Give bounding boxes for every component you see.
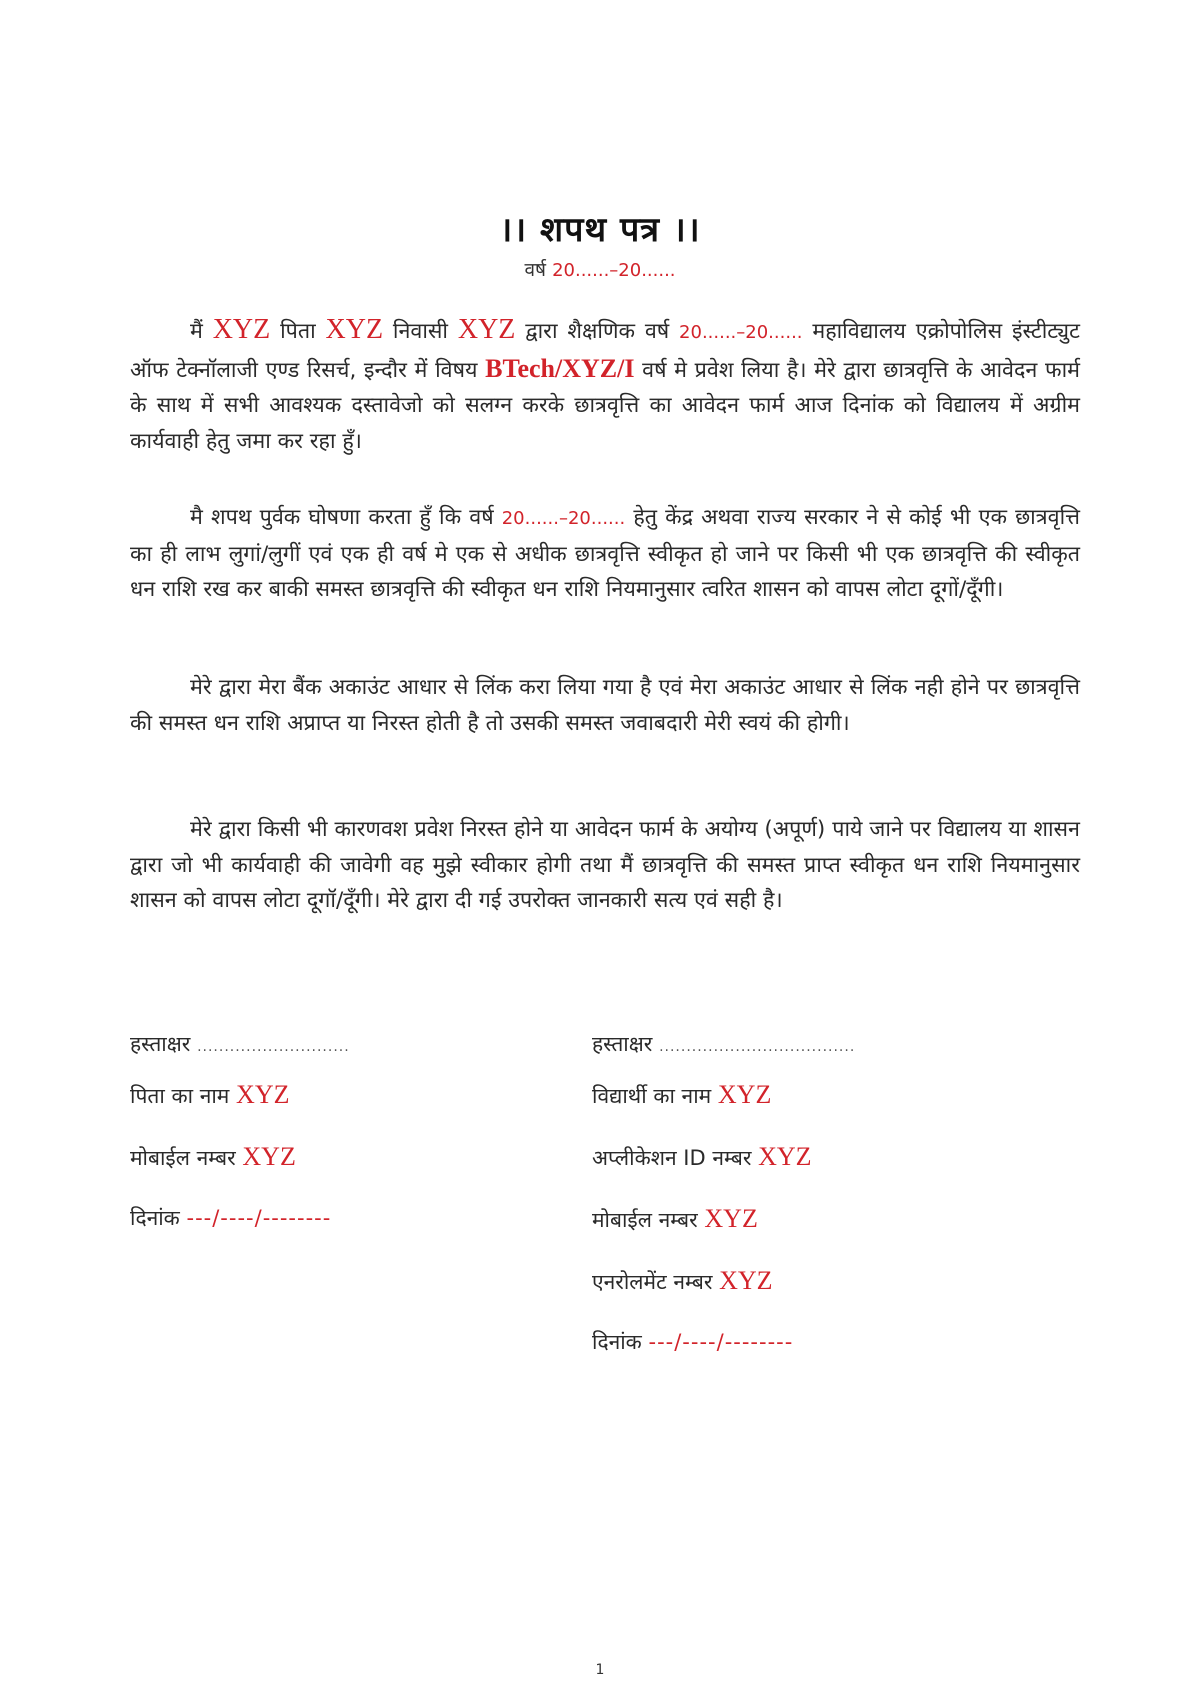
subtitle-label: वर्ष	[524, 259, 547, 281]
father-name-value: XYZ	[236, 1080, 290, 1109]
document-subtitle	[0, 256, 1200, 282]
enrollment-value: XYZ	[719, 1266, 773, 1295]
student-name-label: विद्यार्थी का नाम	[592, 1084, 712, 1108]
paragraph-4: मेरे द्वारा किसी भी कारणवश प्रवेश निरस्त होने या आवेदन फार्म के अयोग्य (अपूर्ण) पाये जाने पर विद्यालय या शासन द्वारा जो भी कार्यवाही की जावेगी वह मुझे स्वीकार होगी तथा मैं छात्रवृत्ति की समस्त प्राप्त स्वीकृत धन राशि नियमानुसार शासन को वापस लोटा दूगॉ/दूँगी। मेरे द्वारा दी गई उपरोक्त जानकारी सत्य एवं सही है।	[130, 817, 1080, 913]
p1-course: BTech/XYZ/I	[485, 353, 635, 383]
right-appid-row	[592, 1142, 812, 1172]
right-student-row	[592, 1080, 771, 1110]
left-date-label: दिनांक	[130, 1206, 180, 1230]
p2-year: 20......–20......	[501, 508, 626, 529]
right-sign-line: ....................................	[659, 1039, 856, 1055]
p1-text-2: पिता	[280, 319, 316, 344]
p1-text-3: निवासी	[392, 319, 449, 344]
father-name-label: पिता का नाम	[130, 1084, 230, 1108]
paragraph-3: मेरे द्वारा मेरा बैंक अकाउंट आधार से लिंक करा लिया गया है एवं मेरा अकाउंट आधार से लिंक नही होने पर छात्रवृत्ति की समस्त धन राशि अप्राप्त या निरस्त होती है तो उसकी समस्त जवाबदारी मेरी स्वयं की होगी।	[130, 675, 1080, 736]
p1-text-1: मैं	[190, 319, 203, 344]
left-father-row	[130, 1080, 289, 1110]
p1-year: 20......–20......	[679, 322, 803, 343]
p1-name-1: XYZ	[212, 314, 271, 345]
paragraph-2	[130, 500, 1080, 608]
enrollment-label: एनरोलमेंट नम्बर	[592, 1270, 713, 1294]
p1-text-5: महाविद्यालय एक्रोपोलिस इंस्टीट्युट ऑफ टेक्नॉलाजी एण्ड रिसर्च, इन्दौर में विषय	[130, 319, 1080, 383]
left-mobile-value: XYZ	[242, 1142, 296, 1171]
right-date-value: ---/----/--------	[648, 1330, 794, 1354]
document-title: ।। शपथ पत्र ।।	[499, 210, 701, 250]
left-date-row	[130, 1204, 331, 1232]
right-date-row	[592, 1328, 793, 1356]
p2-text-2: हेतु केंद्र अथवा राज्य सरकार ने से कोई भी एक छात्रवृत्ति का ही लाभ लुगां/लुगीं एवं एक ही वर्ष मे एक से अधीक छात्रवृत्ति स्वीकृत हो जाने पर किसी भी एक छात्रवृत्ति की स्वीकृत धन राशि रख कर बाकी समस्त छात्रवृत्ति की स्वीकृत धन राशि नियमानुसार त्वरित शासन को वापस लोटा दूगों/दूँगी।	[130, 505, 1080, 602]
right-mobile-label: मोबाईल नम्बर	[592, 1208, 698, 1232]
student-name-value: XYZ	[717, 1080, 772, 1109]
right-mobile-row	[592, 1204, 758, 1234]
right-date-label: दिनांक	[592, 1330, 642, 1354]
page-number: 1	[595, 1662, 605, 1678]
application-id-label: अप्लीकेशन ID नम्बर	[592, 1146, 752, 1170]
p1-text-6: वर्ष मे प्रवेश लिया है। मेरे द्वारा छात्रवृत्ति के आवेदन फार्म के साथ में सभी आवश्यक दस्तावेजो को सलग्न करके छात्रवृत्ति का आवेदन फार्म आज दिनांक को विद्यालय में अग्रीम कार्यवाही हेतु जमा कर रहा हुँ।	[130, 357, 1081, 454]
left-mobile-row	[130, 1142, 296, 1172]
right-sign-row	[592, 1030, 855, 1058]
subtitle-year: 20......–20......	[552, 260, 676, 281]
paragraph-1	[130, 312, 1080, 459]
p1-text-4: द्वारा शैक्षणिक वर्ष	[525, 319, 670, 344]
p1-name-3: XYZ	[457, 314, 516, 345]
right-mobile-value: XYZ	[704, 1204, 758, 1233]
left-sign-label: हस्ताक्षर	[130, 1032, 191, 1056]
p2-text-1: मै शपथ पुर्वक घोषणा करता हुँ कि वर्ष	[190, 505, 494, 530]
left-sign-row	[130, 1030, 350, 1058]
left-sign-line: ............................	[197, 1039, 350, 1055]
p1-name-2: XYZ	[325, 314, 384, 345]
application-id-value: XYZ	[758, 1142, 812, 1171]
right-enrollment-row	[592, 1266, 773, 1296]
right-sign-label: हस्ताक्षर	[592, 1032, 653, 1056]
left-date-value: ---/----/--------	[186, 1206, 332, 1230]
left-mobile-label: मोबाईल नम्बर	[130, 1146, 236, 1170]
